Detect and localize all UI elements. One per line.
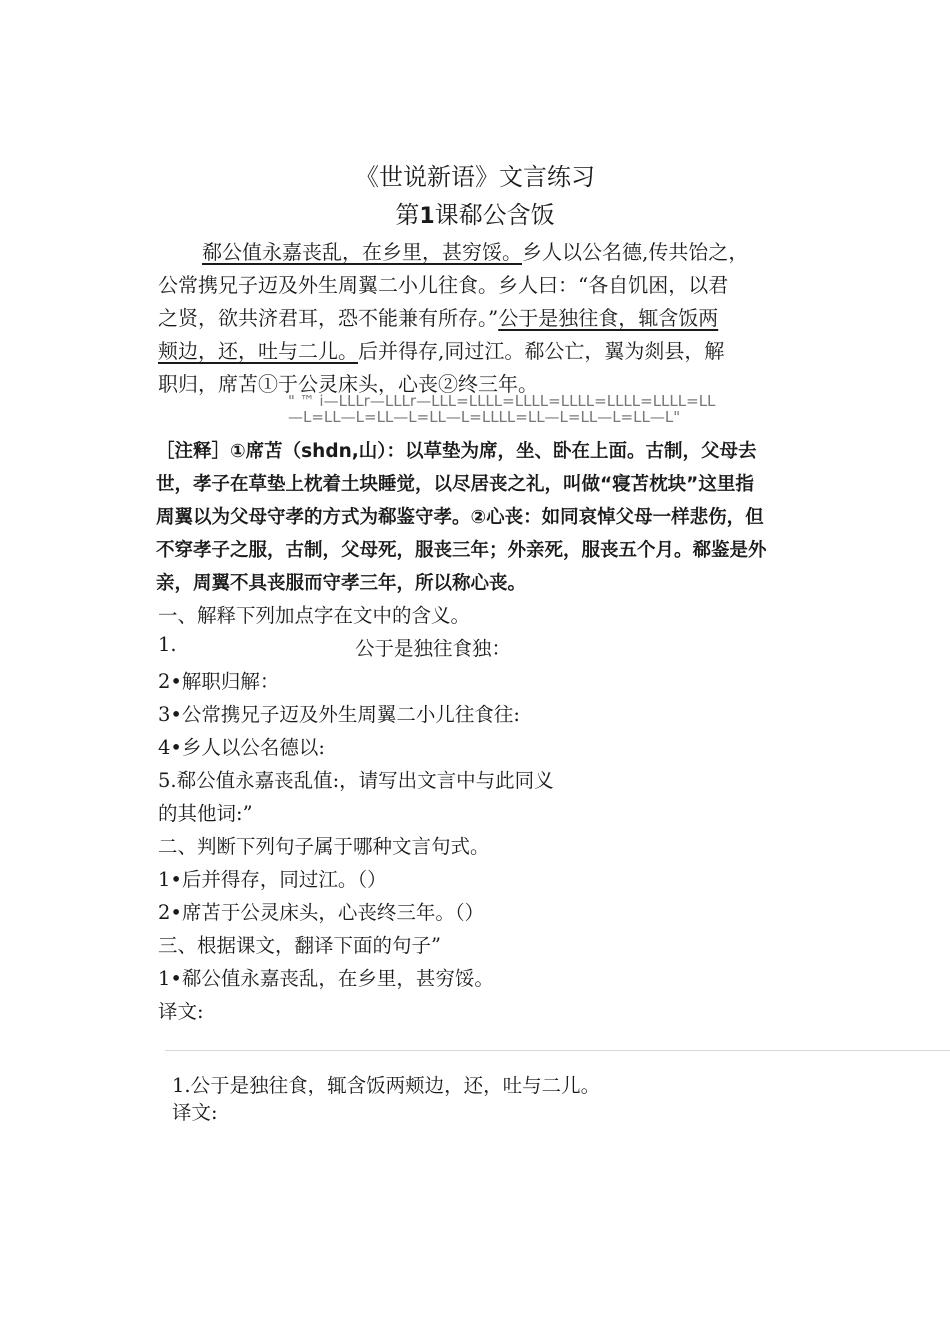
section-3-heading: 三、根据课文，翻译下面的句子”	[158, 934, 441, 957]
lesson-number: 1	[419, 204, 435, 229]
note-line: 亲，周翼不具丧服而守孝三年，所以称心丧。	[156, 573, 527, 594]
subtitle-name: 课郗公含饭	[434, 201, 555, 229]
question-1-5-continued: 的其他词:”	[158, 802, 253, 825]
lesson-subtitle	[0, 195, 950, 230]
question-1-1-number: 1.	[158, 633, 177, 656]
translation-label-1: 译文:	[158, 1000, 204, 1023]
noise-line-2: —L=LL—L=LL—L=LL—L=LLLL=LL—L=LL—L=LL—L"	[288, 408, 681, 426]
question-3-2: 1.公于是独往食，辄含饭两颊边，还，吐与二儿。	[172, 1074, 601, 1097]
question-1-5: 5.郗公值永嘉丧乱值:，请写出文言中与此同义	[158, 769, 554, 792]
question-2-2: 2•席苫于公灵床头，心丧终三年。（）	[158, 901, 485, 924]
question-1-4: 4•乡人以公名德以:	[158, 736, 325, 759]
passage-line-4	[158, 335, 724, 364]
passage-line-4-rest: 后并得存,同过江。郗公亡，翼为剡县，解	[358, 339, 725, 363]
passage-line-1-rest: 乡人以公名德,传共饴之，	[522, 240, 749, 264]
note-line: 不穿孝子之服，古制，父母死，服丧三年；外亲死，服丧五个月。郗鉴是外	[156, 540, 767, 561]
underlined-sentence-2-part-1: 公于是独往食，辄含饭两	[498, 306, 719, 330]
question-3-1: 1•郗公值永嘉丧乱，在乡里，甚穷馁。	[158, 967, 494, 990]
passage-line-2: 公常携兄子迈及外生周翼二小儿往食。乡人曰：“各自饥困，以君	[158, 273, 729, 297]
question-2-1: 1•后并得存，同过江。（）	[158, 868, 387, 891]
note-line: ［注释］①席苫（shdn,山）：以草垫为席，坐、卧在上面。古制，父母去	[156, 441, 757, 462]
section-2-heading: 二、判断下列句子属于哪种文言句式。	[158, 835, 490, 858]
question-1-3: 3•公常携兄子迈及外生周翼二小儿往食往:	[158, 703, 520, 726]
underlined-sentence-1: 郗公值永嘉丧乱，在乡里，甚穷馁。	[202, 240, 522, 264]
translation-label-2: 译文:	[172, 1101, 218, 1124]
passage-line-1	[202, 236, 748, 265]
underlined-sentence-2-part-2: 颊边，还，吐与二儿。	[158, 339, 358, 363]
noise-line-1: " ™ i—LLLr—LLLr—LLL=LLLL=LLLL=LLLL=LLLL=LLLL=LL	[288, 392, 716, 410]
section-1-heading: 一、解释下列加点字在文中的含义。	[158, 604, 471, 627]
note-line: 周翼以为父母守孝的方式为郗鉴守孝。②心丧：如同哀悼父母一样悲伤，但	[156, 507, 764, 528]
passage-line-3	[158, 302, 718, 331]
page-title: 《世说新语》文言练习	[355, 163, 595, 191]
question-1-1-text: 公于是独往食独：	[355, 637, 512, 660]
subtitle-prefix: 第	[395, 201, 420, 229]
passage-line-3-pre: 之贤，欲共济君耳，恐不能兼有所存。”	[158, 306, 499, 330]
question-1-2: 2•解职归解：	[158, 670, 280, 693]
passage-line-5: 职归，席苫①于公灵床头，心丧②终三年。	[158, 372, 538, 396]
page-divider	[165, 1050, 950, 1051]
note-line: 世，孝子在草垫上枕着土块睡觉，以尽居丧之礼，叫做“寝苫枕块”这里指	[156, 474, 754, 495]
